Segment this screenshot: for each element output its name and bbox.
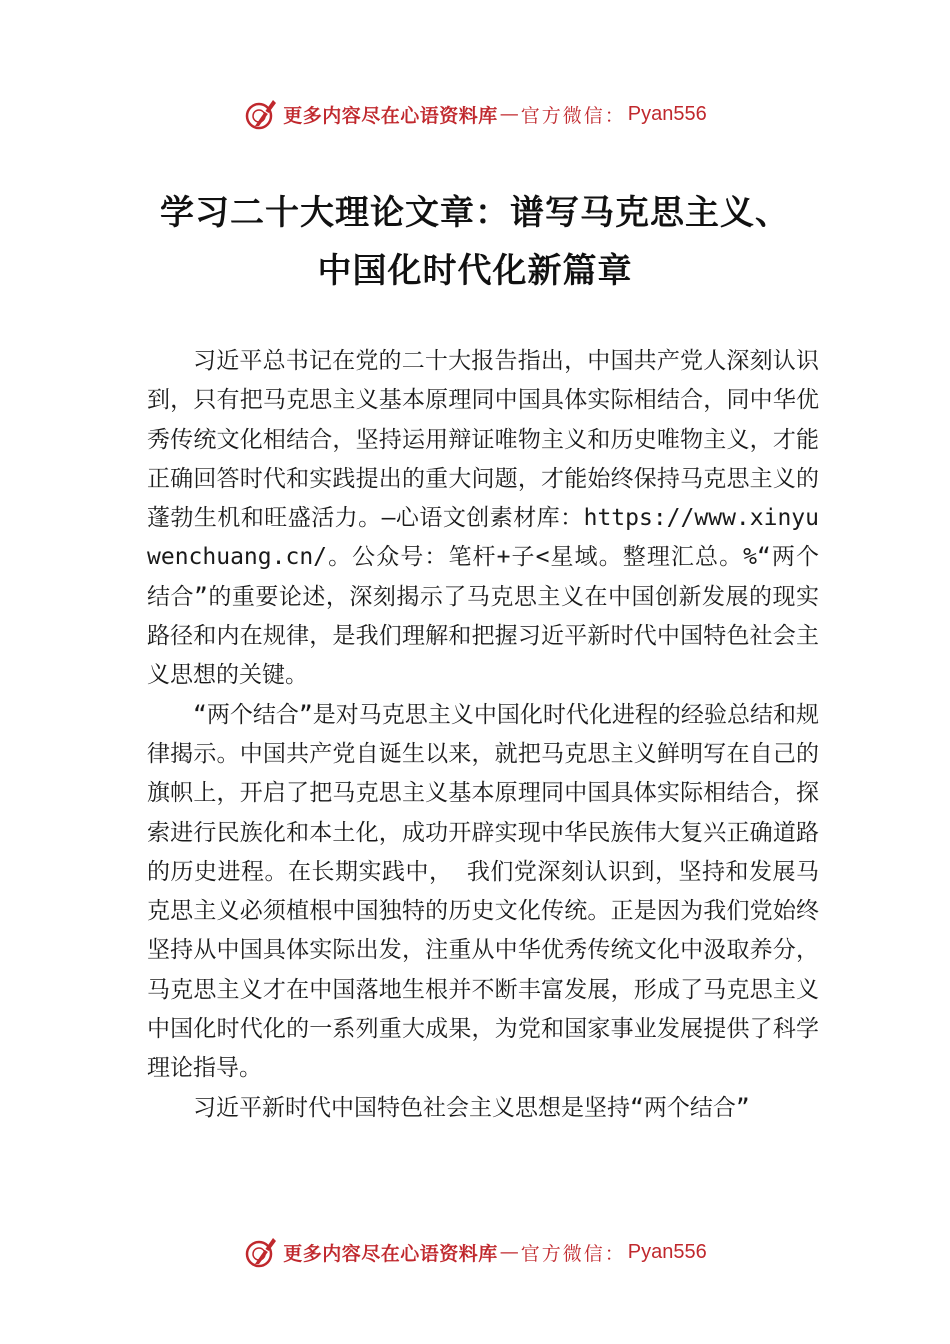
document-title-line-1: 学习二十大理论文章：谱写马克思主义、 <box>160 193 790 233</box>
paragraph-3: 习近平新时代中国特色社会主义思想是坚持“两个结合” <box>193 1094 750 1121</box>
banner-wechat-label: 官方微信： <box>520 104 626 127</box>
paragraph-2: “两个结合”是对马克思主义中国化时代化进程的经验总结和规律揭示。中国共产党自诞生以来，就把马克思主义鲜明写在自己的旗帜上，开启了把马克思主义基本原理同中国具体实际相结合，探索进行民族化和本土化，成功开辟实现中华民族伟大复兴正确道路的历史进程。在长期实践中， 我们党深刻认识到，坚持和发展马克思主义必须植根中国独特的历史文化传统。正是因为我们党始终坚持从中国具体实际出发，注重从中华优秀传统文化中汲取养分，马克思主义才在中国落地生根并不断丰富发展，形成了马克思主义中国化时代化的一系列重大成果，为党和国家事业发展提供了科学理论指导。 <box>147 701 819 1082</box>
footer-wechat-id: Pyan556 <box>627 1240 707 1263</box>
quill-logo-icon <box>243 96 279 132</box>
footer-dash: — <box>499 1241 519 1263</box>
paragraph-1: 习近平总书记在党的二十大报告指出，中国共产党人深刻认识到，只有把马克思主义基本原理同中国具体实际相结合，同中华优秀传统文化相结合，坚持运用辩证唯物主义和历史唯物主义，才能正确回答时代和实践提出的重大问题，才能始终保持马克思主义的蓬勃生机和旺盛活力。—心语文创素材库：https://www.xinyuwenchuang.cn/。公众号：笔杆+子<星域。整理汇总。%“两个结合”的重要论述，深刻揭示了马克思主义在中国创新发展的现实路径和内在规律，是我们理解和把握习近平新时代中国特色社会主义思想的关键。 <box>147 348 819 689</box>
footer-banner <box>0 1232 950 1272</box>
footer-brand: 更多内容尽在心语资料库 <box>283 1242 498 1265</box>
header-banner <box>0 94 950 134</box>
banner-dash: — <box>499 103 519 125</box>
document-title-line-2: 中国化时代化新篇章 <box>317 251 633 291</box>
footer-wechat-label: 官方微信： <box>520 1242 626 1265</box>
banner-brand: 更多内容尽在心语资料库 <box>283 104 498 127</box>
article-body <box>147 342 819 1128</box>
quill-logo-icon <box>243 1234 279 1270</box>
banner-wechat-id: Pyan556 <box>627 102 707 125</box>
